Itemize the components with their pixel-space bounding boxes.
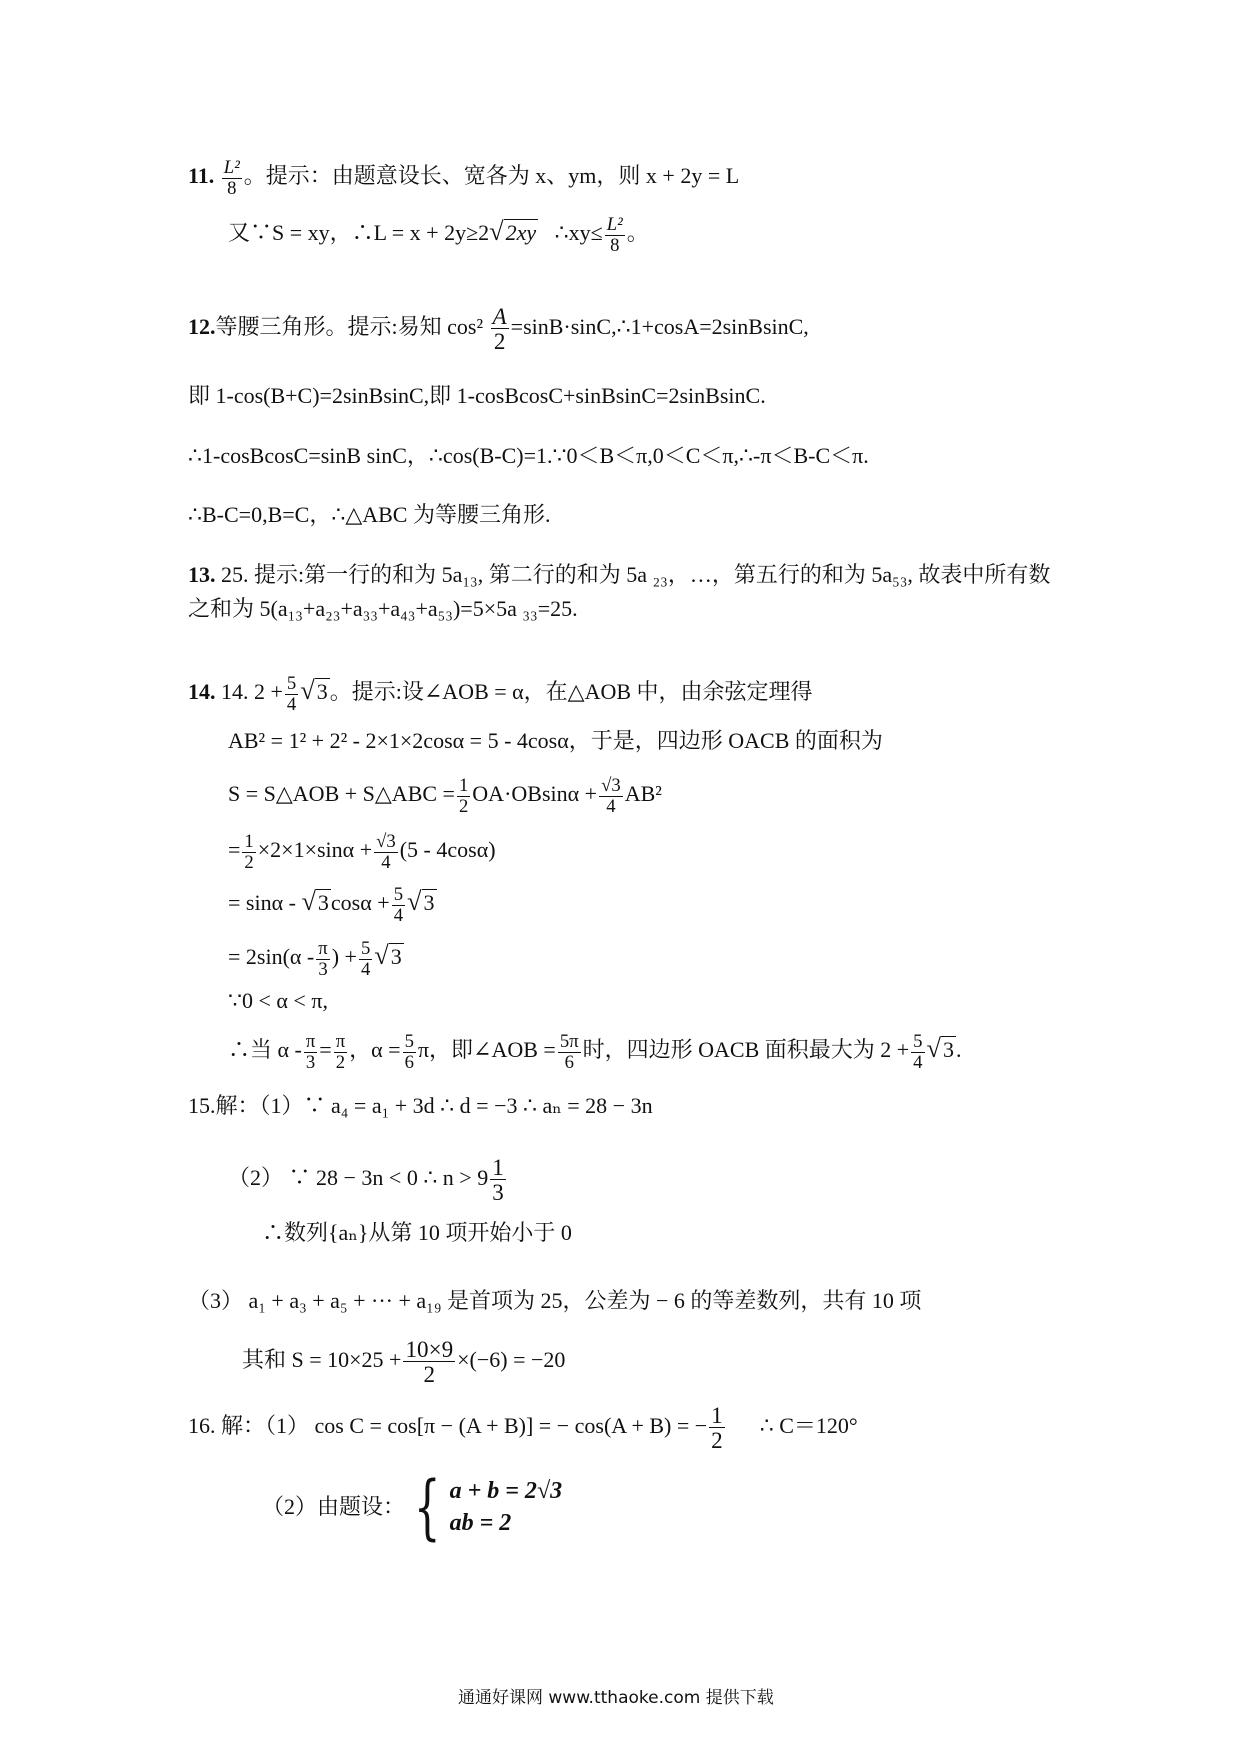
q14-line2: AB² = 1² + 2² - 2×1×2cosα = 5 - 4cosα，于是，四边形 OACB 的面积为: [228, 728, 883, 753]
q13-number: 13.: [188, 562, 216, 587]
q14-line7: ∵0 < α < π,: [228, 988, 328, 1013]
fraction: $\frac{5}{4}$: [360, 938, 371, 980]
q12-line2: 即 1-cos(B+C)=2sinBsinC,即 1-cosBcosC+sinBsinC=2sinBsinC.: [188, 383, 766, 408]
left-brace: {: [413, 1466, 441, 1548]
fraction: $\frac{5}{6}$: [404, 1031, 414, 1073]
fraction: $\frac{√3}{4}$: [376, 831, 396, 873]
sqrt: √3: [301, 886, 329, 917]
q15-line2: （2） ∵ 28 − 3n < 0 ∴ n > 9 $\frac{1}{3}$: [228, 1154, 504, 1206]
fraction: $\frac{1}{3}$: [492, 1154, 504, 1206]
q12-line1: 12.等腰三角形。提示:易知 cos² $\frac{A}{2}$ =sinB·sinC,∴1+cosA=2sinBsinC,: [188, 303, 809, 355]
q14-line1: 14. 14. 2 + $\frac{5}{4}$ √3。提示:设∠AOB = α，在△AOB 中，由余弦定理得: [188, 673, 813, 715]
q15-line1: 15.解：（1）∵ a₄ = a₁ + 3d ∴ d = −3 ∴ aₙ = 28 − 3n: [188, 1093, 653, 1118]
q11-line1: [188, 158, 739, 198]
q16-line1: 16. 解：（1） cos C = cos[π − (A + B)] = − cos(A + B) = − $\frac{1}{2}$ ∴ C＝120°: [188, 1402, 858, 1454]
fraction: $\frac{1}{2}$: [711, 1402, 723, 1454]
fraction: $\frac{1}{2}$: [458, 775, 469, 817]
q12-fraction: $\frac{A}{2}$: [492, 303, 507, 355]
equation-system: a + b = 2√3 ab = 2: [449, 1477, 563, 1536]
q14-line4: = $\frac{1}{2}$ ×2×1×sinα + $\frac{√3}{4}$ (5 - 4cosα): [228, 831, 496, 873]
q14-line8: ∴当 α - $\frac{\pi}{3}$ = $\frac{\pi}{2}$ ，α = $\frac{5}{6}$ π，即∠AOB = $\frac{5\pi}{6}$ 时，四边形 OACB 面积最大为 2 + $\frac{5}{4}$ √3.: [228, 1031, 962, 1073]
q14-line5: = sinα - √3cosα + $\frac{5}{4}$ √3: [228, 884, 435, 926]
q11-hint: 。提示：由题意设长、宽各为 x、ym，则 x + 2y = L: [243, 163, 740, 189]
q11-number: 11.: [188, 163, 215, 189]
q14-line6: = 2sin(α - $\frac{\pi}{3}$ ) + $\frac{5}{4}$ √3: [228, 938, 402, 980]
q13-line1: 13. 25. 提示:第一行的和为 5a₁₃, 第二行的和为 5a ₂₃，…，第五行的和为 5a₅₃, 故表中所有数: [188, 562, 1051, 587]
q11-fraction: $\frac{\text{L²}}{8}$: [223, 157, 240, 199]
q16-line2: （2）由题设： { a + b = 2√3 ab = 2: [262, 1466, 563, 1548]
q13-line2: 之和为 5(a₁₃+a₂₃+a₃₃+a₄₃+a₅₃)=5×5a ₃₃=25.: [188, 596, 578, 621]
fraction: $\frac{10\times 9}{2}$: [405, 1336, 454, 1388]
q15-line3: ∴数列{aₙ}从第 10 项开始小于 0: [262, 1220, 572, 1245]
fraction: $\frac{\pi}{3}$: [318, 938, 328, 980]
sqrt: √3: [926, 1033, 954, 1064]
fraction: $\frac{5}{4}$: [393, 884, 404, 926]
fraction: $\frac{5}{4}$: [286, 673, 297, 715]
q15-line4: （3） a₁ + a₃ + a₅ + ··· + a₁₉ 是首项为 25，公差为 − 6 的等差数列，共有 10 项: [188, 1288, 922, 1313]
q11-line2: 又∵S = xy，∴L = x + 2y≥2√2xy ∴xy≤ $\frac{\text{L²}}{8}$ 。: [228, 214, 649, 256]
q15-line5: 其和 S = 10×25 + $\frac{10\times 9}{2}$ ×(−6) = −20: [242, 1336, 566, 1388]
sqrt: √3: [407, 886, 435, 917]
footer-watermark: 通通好课网 www.tthaoke.com 提供下载: [458, 1688, 774, 1708]
fraction: $\frac{\pi}{2}$: [335, 1031, 346, 1073]
fraction: $\frac{5\pi}{6}$: [559, 1031, 579, 1073]
q12-number: 12.: [188, 313, 216, 339]
q12-line4: ∴B-C=0,B=C，∴△ABC 为等腰三角形.: [188, 502, 551, 527]
sqrt: √2xy: [489, 216, 537, 247]
fraction: $\frac{√3}{4}$: [601, 775, 621, 817]
sqrt: √3: [374, 940, 402, 971]
q11-fraction-2: $\frac{\text{L²}}{8}$: [606, 214, 623, 256]
q14-number: 14.: [188, 679, 216, 705]
q12-line3: ∴1-cosBcosC=sinB sinC，∴cos(B-C)=1.∵0＜B＜π,0＜C＜π,∴-π＜B-C＜π.: [188, 443, 869, 468]
fraction: $\frac{\pi}{3}$: [305, 1031, 316, 1073]
sqrt: √3: [300, 675, 328, 706]
fraction: $\frac{1}{2}$: [244, 831, 254, 873]
fraction: $\frac{5}{4}$: [913, 1031, 923, 1073]
q14-line3: S = S△AOB + S△ABC = $\frac{1}{2}$ OA·OBsinα + $\frac{√3}{4}$ AB²: [228, 775, 662, 817]
